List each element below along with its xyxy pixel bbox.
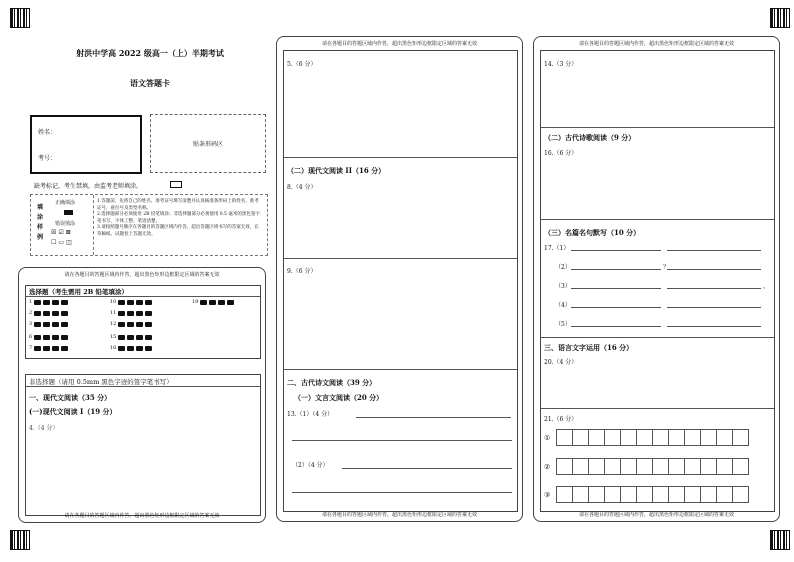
notice-text: 请在各题目的答题区域内作答，超出黑色矩形边框限定区域的答案无效	[321, 41, 477, 47]
choice-row[interactable]: 6	[29, 334, 68, 340]
question-label: 14.（3 分）	[544, 61, 578, 68]
instructions: 1.答题前，先将自己的姓名、准考证号填写清楚并认真核准条形码上的姓名、准考证号，座位号及类型名称。 2.选择题部分必须使用 2B 铅笔填涂；非选择题部分必须使用 0.5 毫米的黑色签字笔书写，字体工整、笔迹清楚。 3.请按照题号顺序在各题目的答题区域内作答，超出答题区域书写的答案无效，在草稿纸、试题卷上答题无效。	[97, 199, 260, 237]
choice-section	[25, 285, 261, 359]
number-label: 考号：	[38, 155, 57, 162]
answer-line[interactable]	[292, 492, 512, 493]
section-heading: （二）古代诗歌阅读（9 分）	[544, 133, 636, 142]
choice-row[interactable]: 3	[29, 321, 68, 327]
punctuation: ，	[763, 283, 770, 290]
corner-qr-code	[10, 530, 30, 550]
question-label: 17.（1）	[544, 245, 570, 252]
divider	[93, 195, 94, 255]
section-heading: (一)现代文阅读 I（19 分）	[29, 407, 117, 416]
question-label: 16.（6 分）	[544, 150, 578, 157]
card-title: 语文答题卡	[130, 78, 170, 88]
answer-line[interactable]	[571, 307, 661, 308]
answer-area[interactable]	[284, 191, 517, 255]
barcode-area: 贴条形码区	[150, 114, 266, 173]
fill-example-vertical-label: 填 涂 样 例	[37, 204, 44, 241]
right-answer-panel	[533, 36, 780, 522]
answer-line[interactable]	[342, 468, 512, 469]
absent-note: 缺考标记，考生禁填，由监考老师填涂。	[34, 183, 143, 190]
answer-line[interactable]	[571, 288, 661, 289]
circle-number: ③	[544, 491, 551, 499]
wrong-fill-samples: ☐▭◫	[51, 239, 74, 246]
answer-line[interactable]	[571, 326, 661, 327]
left-answer-panel	[18, 267, 266, 523]
section-heading: （一）文言文阅读（20 分）	[294, 393, 384, 402]
question-label: 5.（6 分）	[287, 61, 317, 68]
fill-example-box	[30, 194, 268, 256]
choice-row[interactable]: 2	[29, 310, 68, 316]
corner-qr-code	[770, 8, 790, 28]
notice-text: 请在各题目的答题区域内作答，超出黑色矩形边框限定区域的答案无效	[578, 41, 734, 47]
middle-answer-panel	[276, 36, 523, 522]
question-label: （4）	[555, 302, 571, 309]
writing-grid-row[interactable]	[557, 486, 749, 503]
question-label: 20.（4 分）	[544, 359, 578, 366]
answer-area[interactable]	[284, 69, 517, 155]
answer-area[interactable]	[284, 275, 517, 367]
writing-grid-row[interactable]	[557, 429, 749, 446]
section-heading: 一、现代文阅读（35 分）	[29, 393, 112, 402]
question-label: 8.（4 分）	[287, 184, 317, 191]
choice-row[interactable]: 12	[110, 321, 152, 327]
notice-text: 请在各题目的答题区域内作答，超出黑色矩形边框限定区域的答案无效	[321, 512, 477, 518]
section-heading: 二、古代诗文阅读（39 分）	[287, 378, 377, 387]
wrong-fill-label: 错误填涂	[55, 221, 76, 227]
question-label: （2）（4 分）	[292, 462, 329, 469]
question-label: （5）	[555, 321, 571, 328]
choice-title: 选择题（考生需用 2B 铅笔填涂）	[29, 288, 129, 296]
answer-line[interactable]	[571, 250, 661, 251]
answer-line[interactable]	[667, 250, 761, 251]
answer-area[interactable]	[541, 157, 774, 217]
answer-area[interactable]	[541, 69, 774, 125]
correct-fill-label: 正确填涂	[55, 200, 76, 206]
right-answer-frame	[540, 50, 775, 512]
nonchoice-title: 非选择题（请用 0.5mm 黑色字迹的签字笔书写）	[29, 378, 173, 386]
question-label: 4.（4 分）	[29, 425, 59, 432]
wrong-fill-samples: ☒☑⊠	[51, 229, 73, 236]
answer-line[interactable]	[667, 288, 761, 289]
choice-row[interactable]: 19	[192, 299, 234, 305]
choice-row[interactable]: 11	[110, 310, 152, 316]
name-label: 姓名：	[38, 129, 57, 136]
question-label: 21.（6 分）	[544, 416, 578, 423]
answer-line[interactable]	[667, 307, 761, 308]
correct-fill-sample	[64, 210, 73, 215]
notice-text: 请在各题目的答题区域内作答，超出黑色矩形边框限定区域的答案无效	[64, 272, 220, 278]
notice-text: 请在各题目的答题区域内作答，超出黑色矩形边框限定区域的答案无效	[578, 512, 734, 518]
notice-text: 请在各题目的答题区域内作答，超出黑色矩形边框限定区域的答案无效	[64, 513, 220, 519]
question-label: （2）	[555, 264, 571, 271]
exam-title: 射洪中学高 2022 级高一（上）半期考试	[76, 48, 224, 58]
corner-qr-code	[10, 8, 30, 28]
section-heading: （三）名篇名句默写（10 分）	[544, 228, 641, 237]
answer-line[interactable]	[667, 269, 761, 270]
section-heading: 三、语言文字运用（16 分）	[544, 343, 634, 352]
writing-grid-row[interactable]	[557, 458, 749, 475]
circle-number: ②	[544, 463, 551, 471]
answer-area[interactable]	[541, 366, 774, 408]
section-heading: （二）现代文阅读 II（16 分）	[287, 166, 386, 175]
answer-line[interactable]	[667, 326, 761, 327]
circle-number: ①	[544, 434, 551, 442]
nonchoice-section	[25, 374, 261, 516]
choice-row[interactable]: 10	[110, 299, 152, 305]
corner-qr-code	[770, 530, 790, 550]
absent-mark-box[interactable]	[170, 181, 182, 188]
middle-answer-frame	[283, 50, 518, 512]
choice-row[interactable]: 15	[110, 334, 152, 340]
choice-row[interactable]: 7	[29, 345, 68, 351]
answer-line[interactable]	[356, 417, 511, 418]
punctuation: ？	[663, 264, 670, 271]
choice-row[interactable]: 1	[29, 299, 68, 305]
question-label: （3）	[555, 283, 571, 290]
question-label: 9.（6 分）	[287, 268, 317, 275]
answer-line[interactable]	[292, 440, 512, 441]
question-label: 13.（1）（4 分）	[287, 411, 334, 418]
answer-area[interactable]	[26, 431, 260, 511]
answer-line[interactable]	[571, 269, 661, 270]
choice-row[interactable]: 16	[110, 345, 152, 351]
student-id-box[interactable]	[30, 115, 142, 174]
